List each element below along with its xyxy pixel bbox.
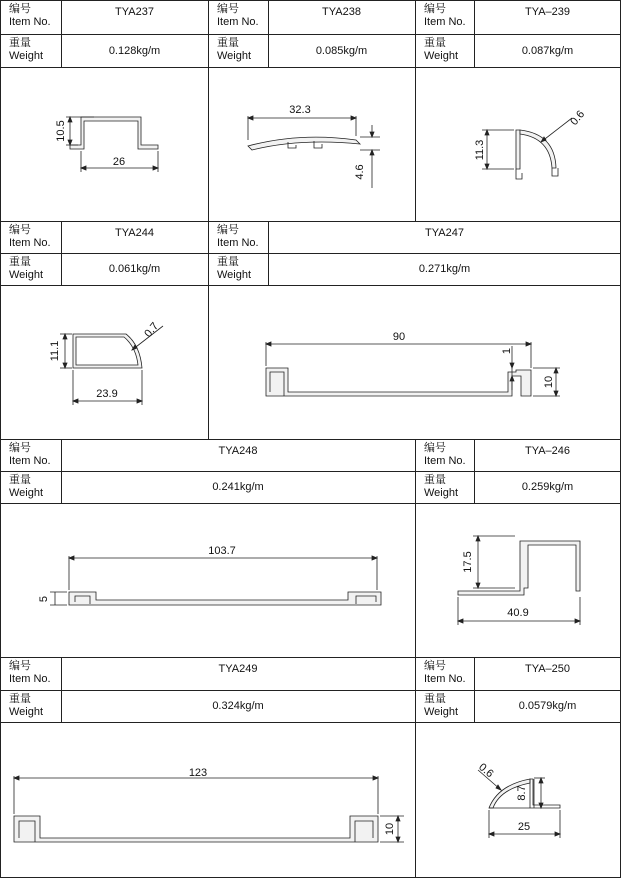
item-number: TYA238 — [322, 6, 361, 18]
label-en: Weight — [424, 487, 459, 499]
label-en: Item No. — [424, 16, 466, 28]
dim-label: 11.1 — [49, 340, 61, 362]
profile-drawing-tya249 — [14, 776, 404, 842]
label-en: Weight — [9, 706, 44, 718]
dim-label: 0.7 — [142, 320, 162, 340]
weight: 0.241kg/m — [212, 481, 264, 493]
item-number: TYA–239 — [524, 6, 571, 18]
label-cn: 编号 — [9, 442, 31, 454]
dim-label: 4.6 — [354, 164, 366, 180]
label-cn: 重量 — [9, 256, 31, 268]
item-number: TYA–250 — [524, 663, 571, 675]
label-cn: 重量 — [424, 693, 446, 705]
label-en: Weight — [424, 50, 459, 62]
label-en: Weight — [9, 50, 44, 62]
label-en: Weight — [9, 487, 44, 499]
dim-label: 40.9 — [507, 607, 529, 619]
dim-label: 26 — [112, 156, 126, 168]
label-cn: 重量 — [217, 256, 239, 268]
item-number: TYA–246 — [524, 445, 571, 457]
profile-drawing-tya248 — [50, 556, 381, 605]
item-number: TYA248 — [218, 445, 258, 457]
label-cn: 重量 — [424, 474, 446, 486]
label-cn: 编号 — [424, 3, 446, 15]
label-en: Item No. — [9, 16, 51, 28]
label-cn: 编号 — [424, 660, 446, 672]
label-cn: 编号 — [217, 3, 239, 15]
label-cn: 重量 — [9, 474, 31, 486]
dim-label: 0.6 — [476, 761, 496, 781]
dim-label: 32.3 — [289, 104, 311, 116]
dim-label: 10 — [384, 822, 396, 836]
label-en: Item No. — [9, 237, 51, 249]
label-en: Weight — [424, 706, 459, 718]
label-en: Item No. — [217, 16, 259, 28]
label-cn: 编号 — [9, 224, 31, 236]
dim-label: 11.3 — [474, 139, 486, 161]
dim-label: 103.7 — [208, 545, 236, 557]
label-cn: 编号 — [9, 660, 31, 672]
item-number: TYA244 — [115, 227, 154, 239]
label-en: Item No. — [9, 455, 51, 467]
label-cn: 编号 — [217, 224, 239, 236]
weight: 0.087kg/m — [521, 44, 574, 57]
weight: 0.128kg/m — [108, 44, 161, 57]
dim-label: 25 — [517, 821, 531, 833]
dim-label: 1 — [501, 347, 513, 355]
label-cn: 重量 — [217, 37, 239, 49]
dim-label: 17.5 — [462, 551, 474, 573]
label-cn: 编号 — [9, 3, 31, 15]
label-cn: 重量 — [9, 37, 31, 49]
label-en: Item No. — [9, 673, 51, 685]
weight: 0.259kg/m — [521, 481, 574, 493]
weight: 0.324kg/m — [212, 700, 264, 712]
label-en: Item No. — [424, 455, 466, 467]
label-cn: 重量 — [424, 37, 446, 49]
dim-label: 90 — [392, 331, 406, 343]
item-number: TYA249 — [218, 663, 258, 675]
dim-label: 5 — [38, 595, 50, 603]
profile-drawing-tya247 — [266, 342, 560, 396]
item-number: TYA247 — [425, 227, 464, 239]
weight: 0.0579kg/m — [518, 700, 577, 712]
label-cn: 重量 — [9, 693, 31, 705]
dim-label: 8.7 — [516, 785, 528, 801]
dim-label: 10.5 — [55, 120, 67, 142]
weight: 0.271kg/m — [418, 263, 471, 275]
label-en: Item No. — [217, 237, 259, 249]
weight: 0.061kg/m — [108, 263, 161, 275]
dim-label: 10 — [543, 375, 555, 389]
label-en: Weight — [9, 269, 44, 281]
label-en: Weight — [217, 50, 252, 62]
dim-label: 23.9 — [96, 388, 118, 400]
dim-label: 123 — [188, 767, 208, 779]
weight: 0.085kg/m — [315, 44, 368, 57]
label-en: Weight — [217, 269, 252, 281]
dim-label: 0.6 — [568, 108, 588, 128]
item-number: TYA237 — [115, 6, 154, 18]
label-cn: 编号 — [424, 442, 446, 454]
label-en: Item No. — [424, 673, 466, 685]
profile-drawing-tya239 — [482, 118, 572, 179]
